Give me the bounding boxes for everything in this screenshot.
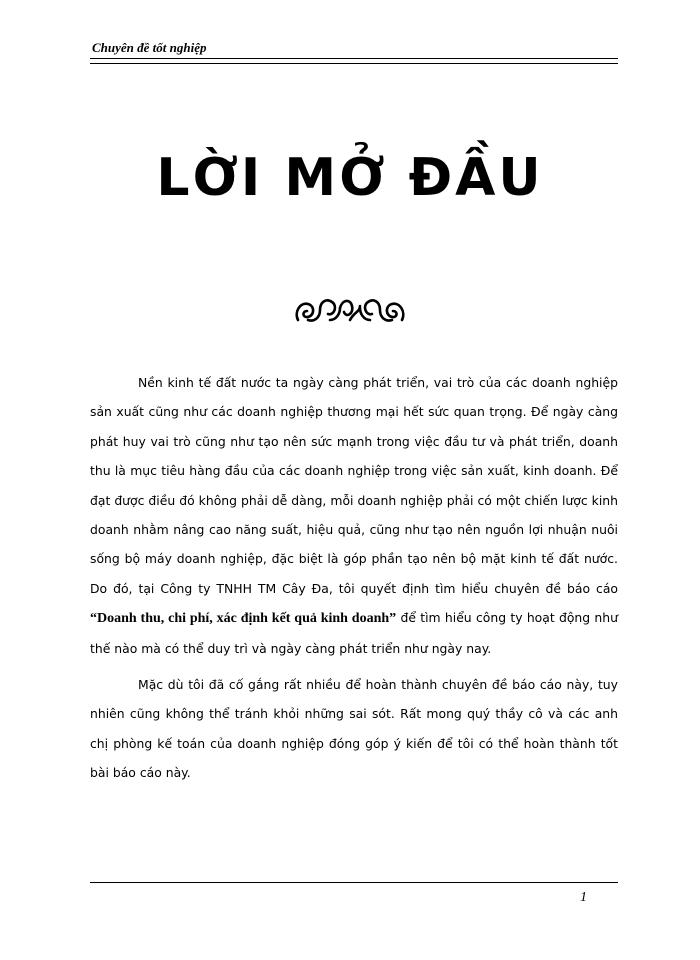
paragraph-intro [90, 368, 618, 663]
page-title: LỜI MỞ ĐẦU [156, 148, 544, 208]
report-topic-emphasis: “Doanh thu, chi phí, xác định kết quả kinh doanh” [90, 611, 397, 627]
running-header: Chuyên đề tốt nghiệp [92, 40, 207, 55]
paragraph-intro-tail: để tìm hiểu công ty hoạt động như thế nào mà có thể duy trì và ngày càng phát triển như ngày nay. [90, 610, 618, 656]
floral-ornament-icon [0, 290, 700, 330]
footer-rule [90, 882, 618, 883]
header-double-rule [90, 58, 618, 64]
page-number: 1 [580, 890, 587, 905]
body-text [90, 368, 618, 795]
paragraph-acknowledgement: Mặc dù tôi đã cố gắng rất nhiều để hoàn thành chuyên đề báo cáo này, tuy nhiên cũng không thể tránh khỏi những sai sót. Rất mong quý thầy cô và các anh chị phòng kế toán của doanh nghiệp đóng góp ý kiến để tôi có thể hoàn thành tốt bài báo cáo này. [90, 677, 618, 781]
paragraph-intro-text: Nền kinh tế đất nước ta ngày càng phát triển, vai trò của các doanh nghiệp sản xuất cũng như các doanh nghiệp thương mại hết sức quan trọng. Để ngày càng phát huy vai trò cũng như tạo nên sức mạnh trong việc đầu tư và phát triển, doanh thu là mục tiêu hàng đầu của các doanh nghiệp trong việc sản xuất, kinh doanh. Để đạt được điều đó không phải dễ dàng, mỗi doanh nghiệp phải có một chiến lược kinh doanh nhằm nâng cao năng suất, hiệu quả, cũng như tạo nên nguồn lợi nhuận nuôi sống bộ máy doanh nghiệp, đặc biệt là góp phần tạo nên bộ mặt kinh tế đất nước. Do đó, tại Công ty TNHH TM Cây Đa, tôi quyết định tìm hiểu chuyên đề báo cáo [90, 375, 618, 596]
